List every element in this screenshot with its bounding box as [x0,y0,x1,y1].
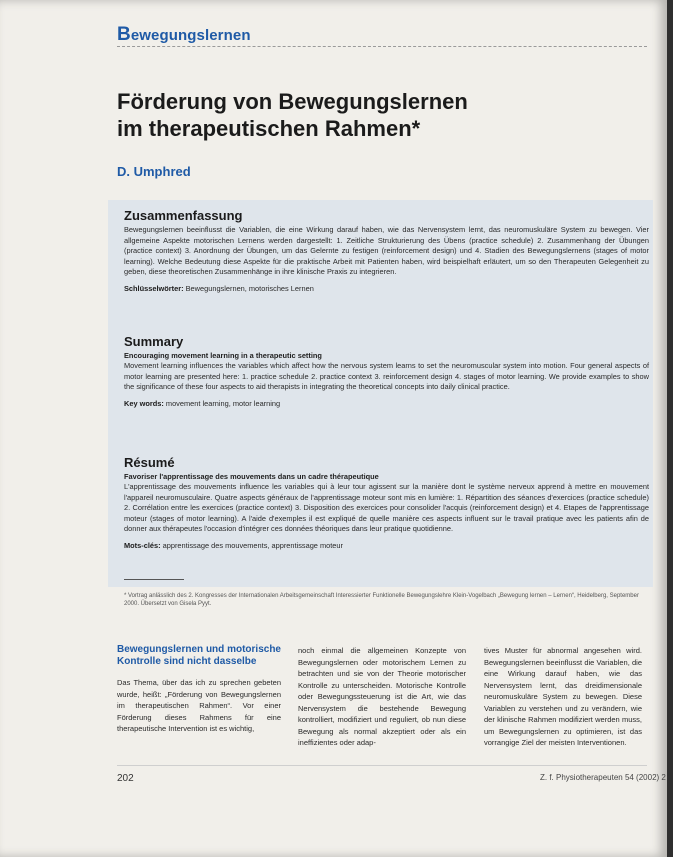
abstract-french [124,455,649,551]
footer-divider [117,765,647,766]
section-label-cap: B [117,24,131,45]
body-column-3 [484,645,642,749]
body-heading: Bewegungslernen und motorische Kontrolle sind nicht dasselbe [117,644,281,667]
abstract-german [124,208,649,294]
footnote-rule [124,579,184,580]
abstract-english [124,334,649,409]
keywords-label: Key words: [124,398,164,408]
abstract-english-heading: Summary [124,334,184,349]
keywords-label: Schlüsselwörter: [124,283,184,293]
abstract-french-subtitle: Favoriser l'apprentissage des mouvements dans un cadre thérapeutique [124,472,379,481]
body-paragraph: Das Thema, über das ich zu sprechen gebeten wurde, heißt: „Förderung von Bewegungslernen im therapeutischen Rahmen“. Vor einer Förderung dieses Rahmens für eine therapeutische Intervention ist es wichtig, [117,678,281,733]
body-column-2 [298,645,466,749]
journal-citation: Z. f. Physiotherapeuten 54 (2002) 2 [540,773,666,782]
abstract-english-subtitle: Encouraging movement learning in a therapeutic setting [124,351,322,360]
section-divider [117,46,647,47]
section-label [117,24,251,46]
article-author: D. Umphred [117,164,191,179]
body-paragraph: noch einmal die allgemeinen Konzepte von Bewegungslernen oder motorischem Lernen zu betrachten und sie von der Theorie motorischer Kontrolle zu unterscheiden. Motorische Kontrolle oder Bewegungssteuerung ist die Art, wie das Nervensystem die bestehende Bewegung kontrolliert, modifiziert und reguliert, ob nun diese Bewegung als normal akzeptiert oder als ein ineffizientes oder adap- [298,646,466,747]
section-label-rest: ewegungslernen [130,27,251,44]
abstract-box [108,200,653,587]
abstract-english-keywords [124,399,649,409]
abstract-german-text: Bewegungslernen beeinflusst die Variablen, die eine Wirkung darauf haben, wie das Nervensystem lernt, das neuromuskuläre System zu bewegen. Vier allgemeine Aspekte motorischen Lernens werden dargestellt: 1. Zeitliche Strukturierung des Übens (practice schedule) 2. Zusammenhang der Übungen (practice context) 3. Anordnung der Übungen, um das Gelernte zu festigen (reinforcement design) und 4. Stadien des Bewegungslernens (stages of motor learning). Welche Bedeutung diese Aspekte für die praktische Arbeit mit Patienten haben, wird beispielhaft erläutert, um so den Therapeuten Gelegenheit zu geben, diese theoretischen Zusammenhänge in ihre klinische Praxis zu integrieren. [124,225,649,277]
article-title-line-1: Förderung von Bewegungslernen [117,89,468,114]
article-title [117,88,597,142]
abstract-english-text: Movement learning influences the variables which affect how the nervous system learns to set the neuromuscular system into motion. Four general aspects of motor learning are presented here: 1. practice schedule 2. practice context 3. reinforcement design 4. stages of motor learning. We provide examples to show the significance of these four aspects to aid therapists in integrating the theoretical concepts into daily clinical practice. [124,361,649,392]
body-column-1 [117,644,281,735]
footnote: * Vortrag anlässlich des 2. Kongresses der Internationalen Arbeitsgemeinschaft Interessierter Funktionelle Bewegungslehre Klein-Vogelbach „Bewegung lernen – Lernen“, Heidelberg, September 2000. Übersetzt von Gisela Pyyt. [124,593,639,607]
keywords-label: Mots-clés: [124,540,161,550]
page-number: 202 [117,773,134,784]
abstract-german-heading: Zusammenfassung [124,208,243,223]
keywords-value: apprentissage des mouvements, apprentissage moteur [162,540,343,550]
body-paragraph: tives Muster für abnormal angesehen wird. Bewegungslernen beeinflusst die Variablen, die eine Wirkung darauf haben, wie das Nervensystem lernt, das dreidimensionale neuromuskuläre System zu bewegen. Diese Variablen zu verstehen und zu verändern, wie der klinische Rahmen modifiziert werden muss, um Bewegungslernen zu optimieren, ist das vorrangige Ziel der meisten Interventionen. [484,646,642,747]
abstract-french-keywords [124,541,649,551]
article-title-line-2: im therapeutischen Rahmen* [117,116,421,141]
keywords-value: Bewegungslernen, motorisches Lernen [185,283,314,293]
abstract-german-keywords [124,284,649,294]
abstract-french-text: L'apprentissage des mouvements influence les variables qui à leur tour agissent sur la manière dont le système nerveux apprend à mettre en mouvement l'appareil neuromusculaire. Quatre aspects généraux de l'apprentissage moteur sont mis en lumière: 1. Répartition des séances d'exercices (practice schedule) 2. Corrélation entre les exercices (practice context) 3. Disposition des exercices pour consolider l'acquis (reinforcement design) et 4. Etapes de l'apprentissage moteur (stages of motor learning). A l'aide d'exemples il est expliqué de quelle manière ces aspects influent sur le travail pratique avec les patients afin de donner aux thérapeutes l'occasion d'intégrer ces données théoriques dans leur pratique quotidienne. [124,482,649,534]
abstract-french-heading: Résumé [124,455,175,470]
keywords-value: movement learning, motor learning [165,398,281,408]
